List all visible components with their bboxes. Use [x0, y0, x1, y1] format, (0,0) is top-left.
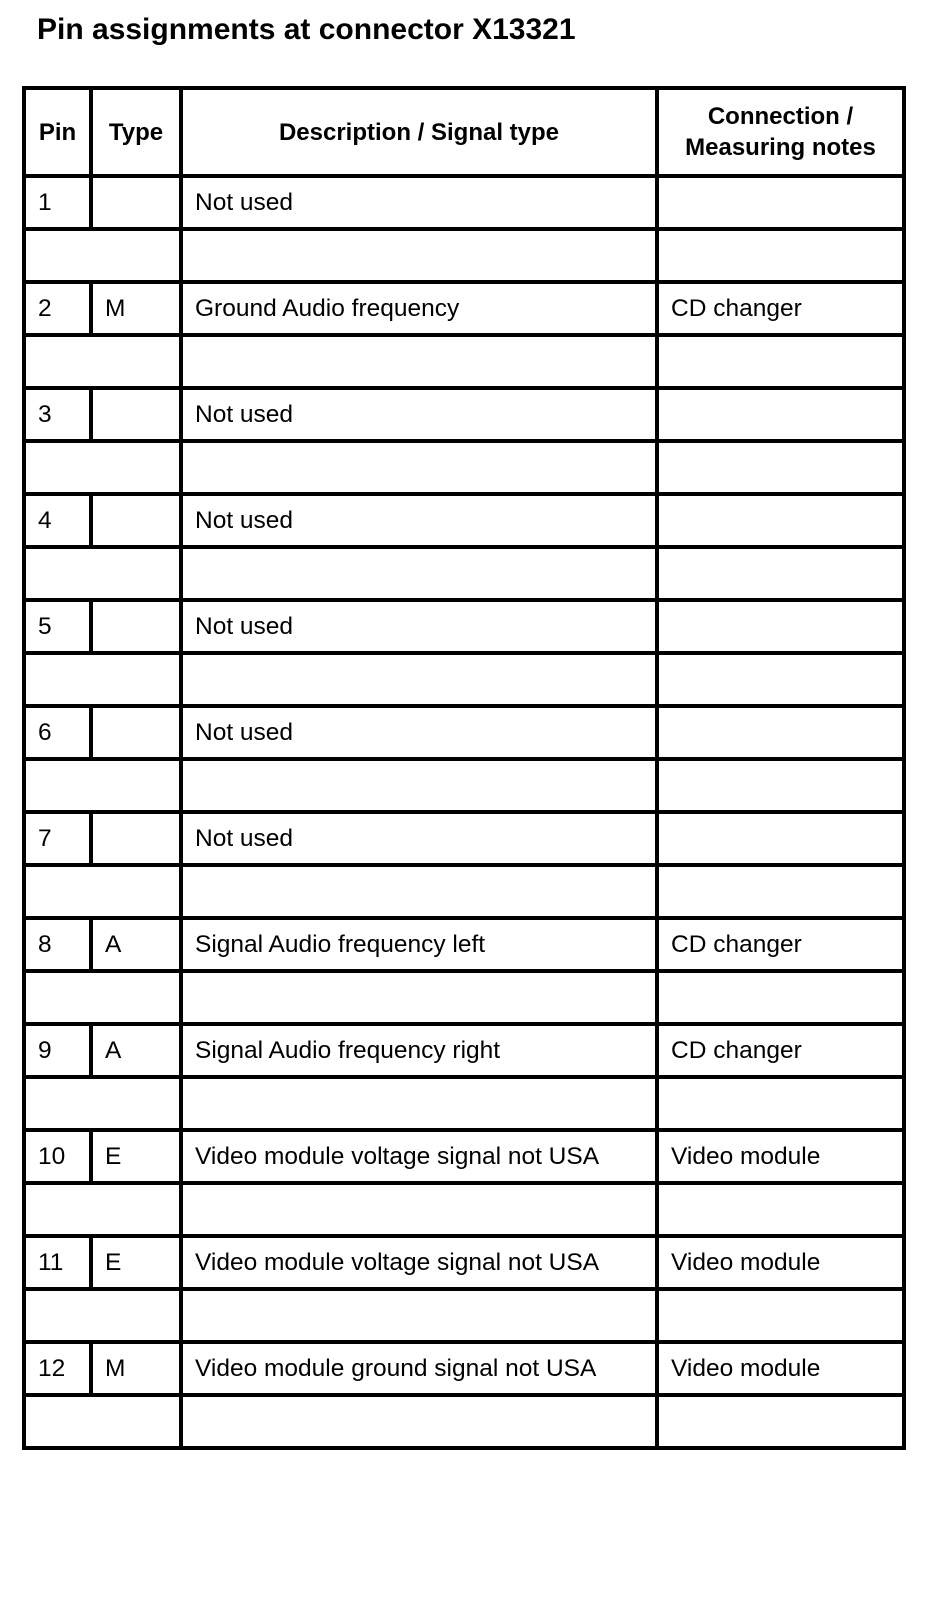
description-cell: Not used	[181, 600, 657, 653]
spacer-cell	[24, 759, 181, 812]
table-row	[24, 176, 904, 229]
spacer-cell	[657, 865, 904, 918]
header-type: Type	[91, 88, 181, 176]
spacer-row	[24, 1395, 904, 1448]
spacer-cell	[657, 971, 904, 1024]
pin-cell: 9	[24, 1024, 91, 1077]
notes-cell: Video module	[657, 1130, 904, 1183]
spacer-row	[24, 441, 904, 494]
notes-cell	[657, 388, 904, 441]
type-cell: A	[91, 918, 181, 971]
pin-cell: 10	[24, 1130, 91, 1183]
type-cell: E	[91, 1236, 181, 1289]
notes-cell	[657, 706, 904, 759]
table-row	[24, 1236, 904, 1289]
type-cell: M	[91, 1342, 181, 1395]
spacer-row	[24, 1183, 904, 1236]
table-row	[24, 918, 904, 971]
spacer-row	[24, 547, 904, 600]
spacer-row	[24, 335, 904, 388]
type-cell	[91, 812, 181, 865]
spacer-cell	[24, 441, 181, 494]
spacer-row	[24, 1077, 904, 1130]
table-row	[24, 706, 904, 759]
spacer-cell	[181, 759, 657, 812]
page-title: Pin assignments at connector X13321	[37, 13, 576, 46]
spacer-row	[24, 653, 904, 706]
spacer-cell	[181, 865, 657, 918]
table-header-row	[24, 88, 904, 176]
description-cell: Signal Audio frequency left	[181, 918, 657, 971]
notes-cell: CD changer	[657, 918, 904, 971]
header-description: Description / Signal type	[181, 88, 657, 176]
notes-cell	[657, 600, 904, 653]
table-row	[24, 388, 904, 441]
type-cell: E	[91, 1130, 181, 1183]
spacer-cell	[181, 229, 657, 282]
spacer-cell	[24, 865, 181, 918]
spacer-cell	[24, 1289, 181, 1342]
type-cell	[91, 600, 181, 653]
notes-cell: Video module	[657, 1236, 904, 1289]
spacer-cell	[24, 547, 181, 600]
spacer-row	[24, 1289, 904, 1342]
table-row	[24, 282, 904, 335]
spacer-cell	[657, 1077, 904, 1130]
spacer-cell	[657, 229, 904, 282]
type-cell: A	[91, 1024, 181, 1077]
description-cell: Not used	[181, 494, 657, 547]
spacer-cell	[181, 1395, 657, 1448]
description-cell: Ground Audio frequency	[181, 282, 657, 335]
type-cell	[91, 706, 181, 759]
description-cell: Video module ground signal not USA	[181, 1342, 657, 1395]
spacer-cell	[24, 971, 181, 1024]
spacer-cell	[657, 1289, 904, 1342]
pin-cell: 6	[24, 706, 91, 759]
table-row	[24, 600, 904, 653]
spacer-cell	[24, 1395, 181, 1448]
spacer-row	[24, 229, 904, 282]
notes-cell: CD changer	[657, 282, 904, 335]
description-cell: Not used	[181, 388, 657, 441]
spacer-cell	[657, 759, 904, 812]
pin-cell: 1	[24, 176, 91, 229]
pin-cell: 4	[24, 494, 91, 547]
pin-cell: 2	[24, 282, 91, 335]
spacer-cell	[181, 547, 657, 600]
pin-cell: 11	[24, 1236, 91, 1289]
table-row	[24, 494, 904, 547]
pin-cell: 3	[24, 388, 91, 441]
spacer-cell	[181, 971, 657, 1024]
notes-cell: CD changer	[657, 1024, 904, 1077]
description-cell: Video module voltage signal not USA	[181, 1236, 657, 1289]
pin-cell: 5	[24, 600, 91, 653]
description-cell: Not used	[181, 176, 657, 229]
spacer-cell	[181, 441, 657, 494]
table-row	[24, 812, 904, 865]
spacer-cell	[181, 1289, 657, 1342]
spacer-cell	[181, 335, 657, 388]
type-cell: M	[91, 282, 181, 335]
description-cell: Not used	[181, 706, 657, 759]
notes-cell	[657, 812, 904, 865]
spacer-row	[24, 865, 904, 918]
table-row	[24, 1342, 904, 1395]
description-cell: Video module voltage signal not USA	[181, 1130, 657, 1183]
type-cell	[91, 388, 181, 441]
header-pin: Pin	[24, 88, 91, 176]
spacer-row	[24, 971, 904, 1024]
description-cell: Not used	[181, 812, 657, 865]
notes-cell	[657, 176, 904, 229]
spacer-cell	[24, 335, 181, 388]
table-row	[24, 1130, 904, 1183]
spacer-cell	[657, 547, 904, 600]
pin-cell: 7	[24, 812, 91, 865]
pin-assignment-table	[22, 86, 906, 1450]
type-cell	[91, 176, 181, 229]
spacer-cell	[24, 229, 181, 282]
spacer-cell	[657, 1395, 904, 1448]
notes-cell	[657, 494, 904, 547]
spacer-cell	[181, 1183, 657, 1236]
spacer-cell	[24, 653, 181, 706]
spacer-cell	[181, 653, 657, 706]
spacer-row	[24, 759, 904, 812]
spacer-cell	[657, 441, 904, 494]
header-notes	[657, 88, 904, 176]
header-notes-line1: Connection /	[707, 103, 854, 130]
spacer-cell	[24, 1183, 181, 1236]
table-row	[24, 1024, 904, 1077]
spacer-cell	[24, 1077, 181, 1130]
notes-cell: Video module	[657, 1342, 904, 1395]
spacer-cell	[181, 1077, 657, 1130]
spacer-cell	[657, 653, 904, 706]
spacer-cell	[657, 1183, 904, 1236]
pin-cell: 8	[24, 918, 91, 971]
header-notes-line2: Measuring notes	[685, 134, 876, 161]
description-cell: Signal Audio frequency right	[181, 1024, 657, 1077]
pin-cell: 12	[24, 1342, 91, 1395]
type-cell	[91, 494, 181, 547]
spacer-cell	[657, 335, 904, 388]
